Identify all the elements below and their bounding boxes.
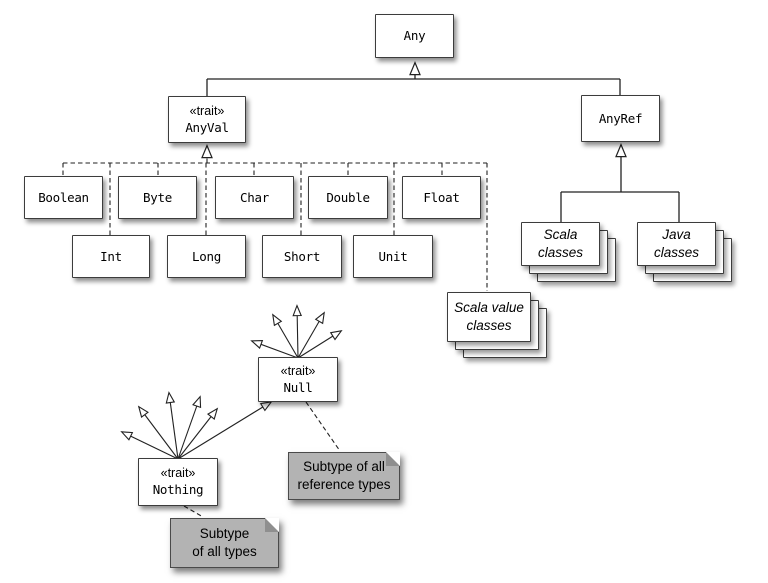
- type-name: Char: [240, 189, 269, 205]
- stack-front: [521, 222, 600, 266]
- edge-nothing-note: [184, 506, 203, 517]
- type-name: Int: [100, 248, 122, 264]
- null-arrow-2: [273, 315, 298, 358]
- node-byte: [118, 176, 197, 219]
- group-label-line1: Scala: [543, 227, 578, 243]
- group-label-line2: classes: [653, 245, 699, 260]
- nothing-arrow-4: [178, 397, 200, 459]
- group-label-line1: Java: [662, 227, 691, 243]
- type-stereotype: «trait»: [280, 363, 316, 378]
- node-anyref: [581, 95, 660, 142]
- node-double: [308, 176, 388, 219]
- type-name: Any: [403, 28, 426, 44]
- node-unit: [353, 235, 433, 278]
- type-name: AnyRef: [598, 110, 643, 126]
- type-name: Null: [283, 379, 313, 395]
- type-name: Byte: [143, 189, 172, 205]
- nothing-arrow-1: [122, 432, 178, 459]
- node-nothing: [138, 458, 218, 506]
- node-java-classes: [637, 222, 733, 283]
- edge-null-note: [306, 402, 340, 451]
- edge-nothing-null: [178, 402, 271, 459]
- group-label-line2: classes: [466, 318, 512, 333]
- null-arrow-3: [297, 306, 298, 358]
- type-name: Boolean: [38, 189, 89, 205]
- group-label-line1: Scala value: [454, 300, 524, 316]
- node-long: [167, 235, 246, 278]
- note-subtype-reference: [288, 452, 400, 500]
- node-short: [262, 235, 342, 278]
- null-arrow-4: [298, 313, 324, 358]
- type-name: Double: [326, 189, 370, 205]
- type-stereotype: «trait»: [160, 466, 196, 481]
- note-text-line1: Subtype: [199, 525, 250, 541]
- note-fold-icon: [265, 518, 279, 532]
- type-name: Unit: [378, 248, 408, 264]
- node-null: [258, 357, 338, 402]
- note-subtype-all: [170, 518, 279, 568]
- node-int: [72, 235, 150, 278]
- nothing-subtype-arrows: [122, 393, 271, 459]
- stack-front: [637, 222, 716, 266]
- node-boolean: [24, 176, 103, 219]
- type-stereotype: «trait»: [189, 103, 225, 118]
- note-fold-icon: [386, 452, 400, 466]
- stack-front: [447, 292, 531, 342]
- node-any: [375, 14, 454, 58]
- node-anyval: [168, 96, 246, 143]
- group-label-line2: classes: [537, 245, 583, 260]
- type-name: Nothing: [152, 482, 204, 497]
- null-arrow-1: [252, 341, 298, 358]
- node-scala-value-classes: [447, 292, 548, 359]
- node-scala-classes: [521, 222, 617, 283]
- type-name: Long: [192, 248, 221, 264]
- type-name: Short: [283, 248, 321, 264]
- note-text-line1: Subtype of all: [303, 458, 385, 474]
- node-char: [215, 176, 294, 219]
- type-name: AnyVal: [185, 119, 229, 135]
- note-text-line2: of all types: [192, 544, 257, 559]
- null-arrow-5: [298, 331, 341, 358]
- note-text-line2: reference types: [297, 477, 391, 492]
- null-subtype-arrows: [252, 306, 341, 358]
- nothing-arrow-5: [178, 409, 217, 459]
- node-float: [402, 176, 481, 219]
- type-name: Float: [423, 189, 460, 205]
